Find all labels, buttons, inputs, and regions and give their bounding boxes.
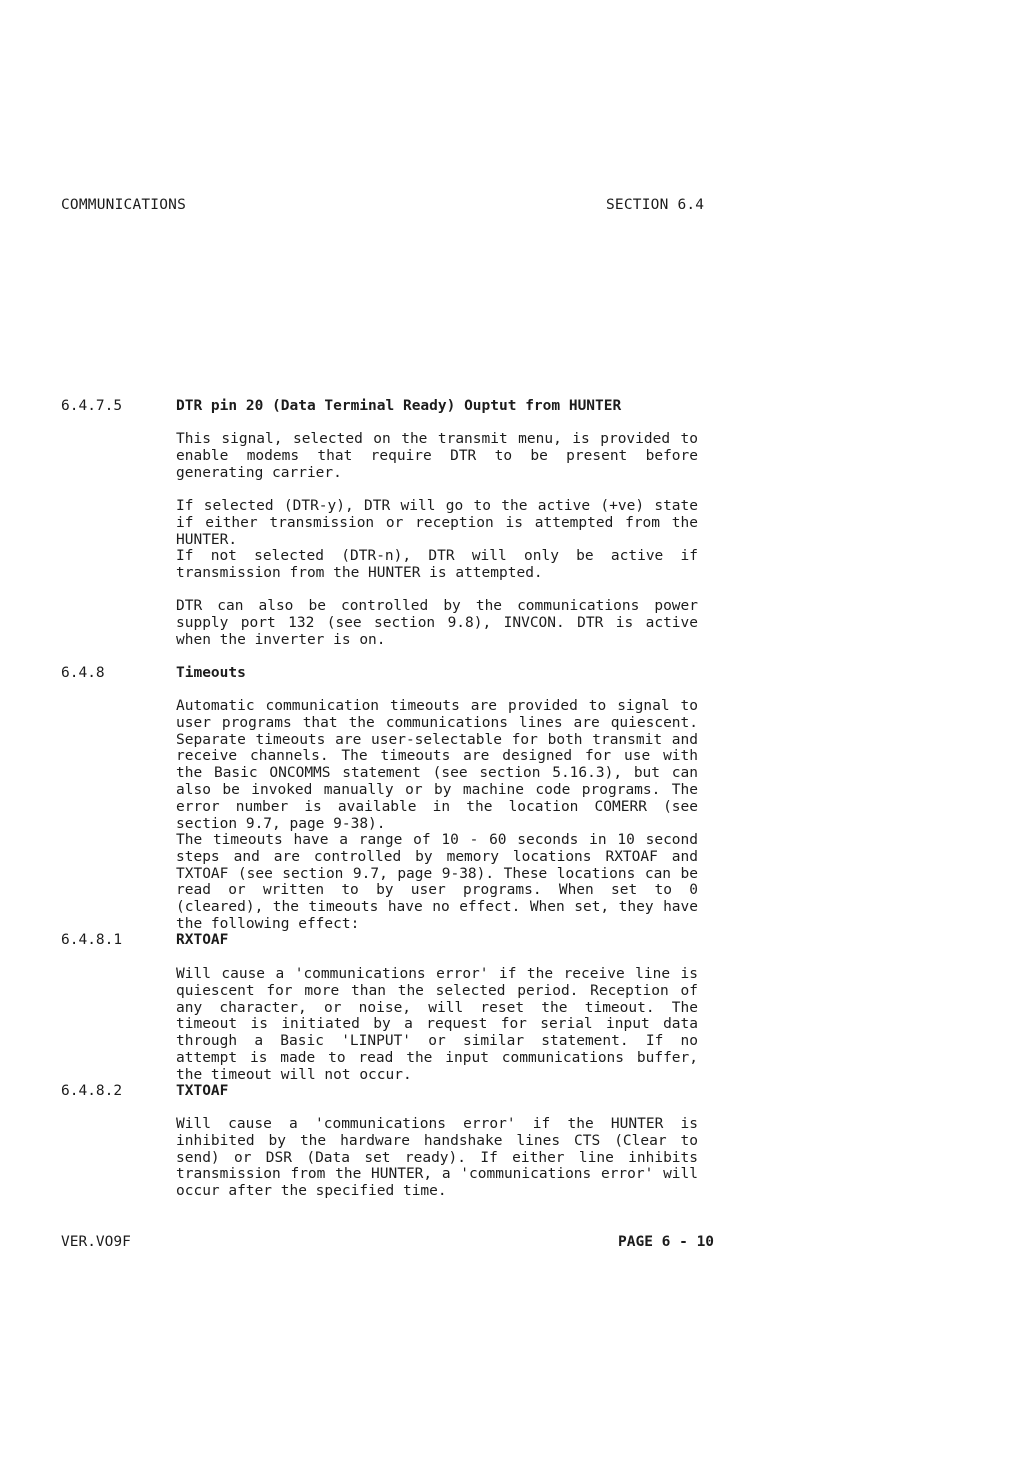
- section-title: RXTOAF: [176, 932, 229, 948]
- section-title: TXTOAF: [176, 1083, 229, 1099]
- paragraph: Automatic communication timeouts are provided to signal to user programs that the communications lines are quiescent. Separate timeouts are user-selectable for both transmit and receive channels. The timeouts are designed for use with the Basic ONCOMMS statement (see section 5.16.3), but can also be invoked manually or by machine code programs. The error number is available in the location COMERR (see section 9.7, page 9-38).: [176, 698, 698, 832]
- paragraph: If selected (DTR-y), DTR will go to the active (+ve) state if either transmission or reception is attempted from the HUNTER.: [176, 498, 698, 548]
- section-number: 6.4.8.1: [61, 932, 123, 948]
- page-number: PAGE 6 - 10: [618, 1234, 715, 1250]
- footer-version: VER.VO9F: [61, 1234, 131, 1250]
- header-right: SECTION 6.4: [606, 197, 705, 213]
- paragraph: If not selected (DTR-n), DTR will only be active if transmission from the HUNTER is attempted.: [176, 548, 698, 581]
- paragraph: The timeouts have a range of 10 - 60 seconds in 10 second steps and are controlled by memory locations RXTOAF and TXTOAF (see section 9.7, page 9-38). These locations can be read or written to by user programs. When set to 0 (cleared), the timeouts have no effect. When set, they have the following effect:: [176, 832, 698, 932]
- paragraph: Will cause a 'communications error' if the receive line is quiescent for more than the selected period. Reception of any character, or noise, will reset the timeout. The timeout is initiated by a request for serial input data through a Basic 'LINPUT' or similar statement. If no attempt is made to read the input communications buffer, the timeout will not occur.: [176, 966, 698, 1083]
- header-left: COMMUNICATIONS: [61, 197, 187, 213]
- paragraph: Will cause a 'communications error' if the HUNTER is inhibited by the hardware handshake lines CTS (Clear to send) or DSR (Data set ready). If either line inhibits transmission from the HUNTER, a 'communications error' will occur after the specified time.: [176, 1116, 698, 1200]
- section-title: DTR pin 20 (Data Terminal Ready) Ouptut from HUNTER: [176, 398, 622, 414]
- section-number: 6.4.7.5: [61, 398, 123, 414]
- section-number: 6.4.8: [61, 665, 105, 681]
- section-title: Timeouts: [176, 665, 246, 681]
- paragraph: DTR can also be controlled by the communications power supply port 132 (see section 9.8), INVCON. DTR is active when the inverter is on.: [176, 598, 698, 648]
- section-number: 6.4.8.2: [61, 1083, 123, 1099]
- paragraph: This signal, selected on the transmit menu, is provided to enable modems that require DTR to be present before generating carrier.: [176, 431, 698, 481]
